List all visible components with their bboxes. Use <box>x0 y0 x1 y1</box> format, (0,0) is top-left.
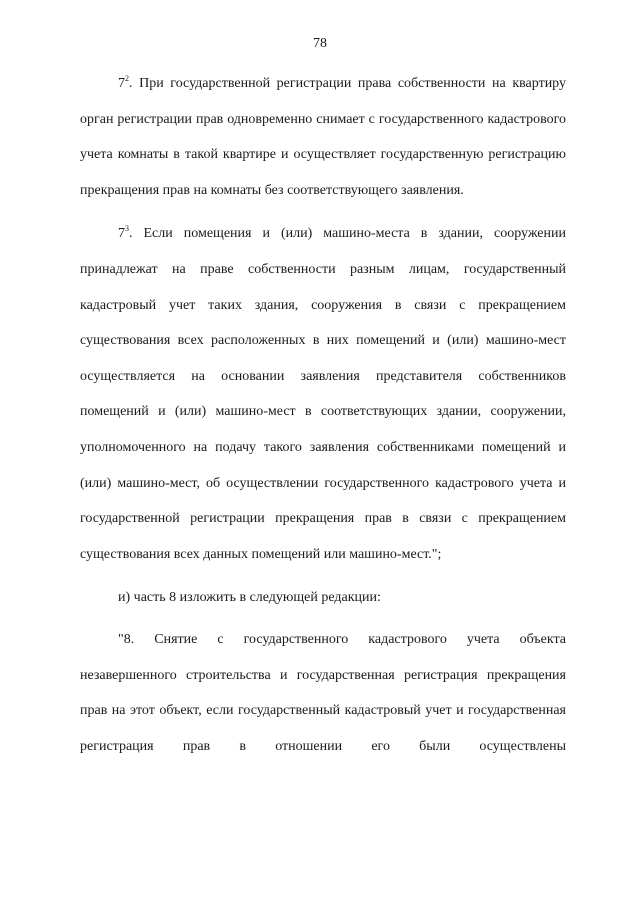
paragraph-number-superscript: 3 <box>125 224 129 234</box>
paragraph-text: "8. Снятие с государственного кадастрового учета объекта незавершенного строительства и государственная регистрация прекращения прав на этот объект, если государственный кадастровый учет и государственная регистрация прав в отношении его были осуществлены <box>80 631 566 754</box>
paragraph-text: . При государственной регистрации права собственности на квартиру орган регистрации прав одновременно снимает с государственного кадастрового учета комнаты в такой квартире и осуществляет государственную регистрацию прекращения прав на комнаты без соответствующего заявления. <box>80 76 566 198</box>
paragraph-part-8-intro <box>80 580 566 616</box>
paragraph-7-2 <box>80 66 566 208</box>
paragraph-number: 7 <box>118 226 125 242</box>
document-body <box>80 66 566 772</box>
paragraph-number-superscript: 2 <box>125 74 129 83</box>
paragraph-8 <box>80 622 566 764</box>
paragraph-number: 7 <box>118 76 125 91</box>
page-number: 78 <box>313 36 327 51</box>
paragraph-7-3 <box>80 216 566 572</box>
paragraph-text: . Если помещения и (или) машино-места в здании, сооружении принадлежат на праве собственности разным лицам, государственный кадастровый учет таких здания, сооружения в связи с прекращением существования всех расположенных в них помещений и (или) машино-мест осуществляется на основании заявления представителя собственников помещений и (или) машино-мест в соответствующих здании, сооружении, уполномоченного на подачу такого заявления собственниками помещений и (или) машино-мест, об осуществлении государственного кадастрового учета и государственной регистрации прекращения прав в связи с прекращением существования всех данных помещений или машино-мест."; <box>80 226 566 562</box>
paragraph-text: и) часть 8 изложить в следующей редакции: <box>118 590 381 606</box>
